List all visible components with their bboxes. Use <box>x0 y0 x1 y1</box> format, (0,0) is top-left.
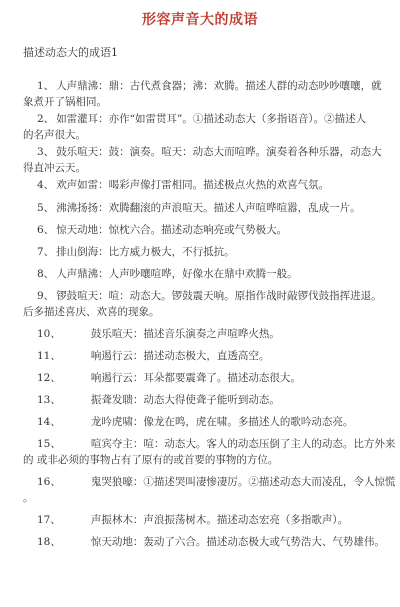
idiom-number: 14、 <box>37 416 61 428</box>
idiom-number: 4、 <box>37 179 55 191</box>
idiom-entry-line <box>23 326 378 342</box>
idiom-number: 7、 <box>37 246 55 258</box>
idiom-number: 1、 <box>37 80 55 92</box>
idiom-continuation: 象煮开了锅相同。 <box>23 96 107 108</box>
idiom-text: 如雷灌耳：亦作“如雷贯耳”。①描述动态大（多指语音）。②描述人 <box>56 113 367 125</box>
idiom-text: 惊天动地：惊枕六合。描述动态响亮或气势极大。 <box>56 224 288 236</box>
page-title: 形容声音大的成语 <box>142 12 258 28</box>
idiom-number: 2、 <box>37 113 55 125</box>
idiom-text: 响遏行云：耳朵都要震聋了。描述动态很大。 <box>90 372 301 384</box>
idiom-entry-line <box>23 370 378 386</box>
idiom-text: 人声鼎沸：鼎：古代煮食器；沸：欢腾。描述人群的动态吵吵嚷嚷，就 <box>56 80 382 92</box>
idiom-number: 13、 <box>37 394 61 406</box>
idiom-number: 15、 <box>37 438 61 450</box>
idiom-entry-line <box>23 414 378 430</box>
idiom-text: 声振林木：声浪振荡树木。描述动态宏亮（多指歌声）。 <box>90 514 349 526</box>
idiom-entry <box>23 348 378 364</box>
idiom-continuation: 。 <box>23 492 34 504</box>
idiom-entry-line <box>23 348 378 364</box>
idiom-entry <box>23 512 378 528</box>
idiom-entry <box>23 370 378 386</box>
idiom-entry <box>23 244 378 260</box>
idiom-number: 5、 <box>37 202 55 214</box>
idiom-entry-line <box>23 244 378 260</box>
idiom-entry-line <box>23 288 382 304</box>
idiom-entry-line <box>23 222 378 238</box>
idiom-text: 鬼哭狼嚎：①描述哭叫凄惨凄厉。②描述动态大而凌乱，令人惊慌 <box>90 476 396 488</box>
idiom-entry-line <box>23 512 378 528</box>
idiom-entry-line <box>23 474 396 490</box>
idiom-entry-line <box>23 144 382 160</box>
idiom-text: 喧宾夺主：喧：动态大。客人的动态压倒了主人的动态。比方外来 <box>90 438 396 450</box>
idiom-entry <box>23 78 382 110</box>
idiom-text: 人声鼎沸：人声吵嚷喧哗，好像水在鼎中欢腾一般。 <box>56 268 298 280</box>
idiom-entry-line <box>23 266 378 282</box>
idiom-entry <box>23 111 378 143</box>
section-subtitle: 描述动态大的成语1 <box>23 46 118 59</box>
idiom-text: 鼓乐喧天：鼓：演奏。喧天：动态大而喧哗。演奏着各种乐器，动态大 <box>56 146 382 158</box>
idiom-text: 沸沸扬扬：欢腾翻滚的声浪喧天。描述人声喧哗喧嚣，乱成一片。 <box>56 202 361 214</box>
idiom-entry <box>23 222 378 238</box>
idiom-entry-line <box>23 200 378 216</box>
idiom-entry <box>23 326 378 342</box>
idiom-entry <box>23 414 378 430</box>
idiom-text: 排山倒海：比方威力极大，不行抵抗。 <box>56 246 235 258</box>
idiom-entry-line <box>23 177 378 193</box>
idiom-text: 欢声如雷：喝彩声像打雷相同。描述极点火热的欢喜气氛。 <box>56 179 330 191</box>
idiom-entry <box>23 266 378 282</box>
idiom-number: 10、 <box>37 328 61 340</box>
idiom-number: 18、 <box>37 536 61 548</box>
idiom-text: 惊天动地：轰动了六合。描述动态极大或气势浩大、气势雄伟。 <box>90 536 385 548</box>
idiom-entry <box>23 436 396 468</box>
idiom-continuation: 得直冲云天。 <box>23 162 86 174</box>
idiom-continuation: 后多描述喜庆、欢喜的现象。 <box>23 306 160 318</box>
idiom-text: 鼓乐喧天：描述音乐演奏之声喧哗火热。 <box>90 328 280 340</box>
idiom-entry <box>23 144 382 176</box>
idiom-continuation: 的 或非必须的事物占有了原有的或首要的事物的方位。 <box>23 454 279 466</box>
idiom-number: 11、 <box>37 350 61 362</box>
idiom-text: 振聋发聩：动态大得使聋子能听到动态。 <box>90 394 280 406</box>
idiom-number: 9、 <box>37 290 55 302</box>
idiom-entry-line <box>23 392 378 408</box>
idiom-entry <box>23 534 385 550</box>
idiom-number: 12、 <box>37 372 61 384</box>
idiom-continuation: 的名声很大。 <box>23 129 86 141</box>
idiom-entry-line <box>23 534 385 550</box>
idiom-number: 16、 <box>37 476 61 488</box>
idiom-entry-line <box>23 436 396 452</box>
idiom-number: 8、 <box>37 268 55 280</box>
idiom-number: 17、 <box>37 514 61 526</box>
idiom-number: 3、 <box>37 146 55 158</box>
idiom-entry <box>23 177 378 193</box>
idiom-text: 龙吟虎啸：像龙在鸣，虎在啸。多描述人的歌吟动态亮。 <box>90 416 354 428</box>
idiom-entry <box>23 392 378 408</box>
idiom-entry <box>23 200 378 216</box>
idiom-number: 6、 <box>37 224 55 236</box>
idiom-text: 锣鼓喧天：喧：动态大。锣鼓震天响。原指作战时敲锣伐鼓指挥进退。 <box>56 290 382 302</box>
idiom-entry <box>23 474 396 506</box>
idiom-text: 响遏行云：描述动态极大，直透高空。 <box>90 350 270 362</box>
idiom-entry-line <box>23 111 378 127</box>
idiom-entry <box>23 288 382 320</box>
idiom-entry-line <box>23 78 382 94</box>
